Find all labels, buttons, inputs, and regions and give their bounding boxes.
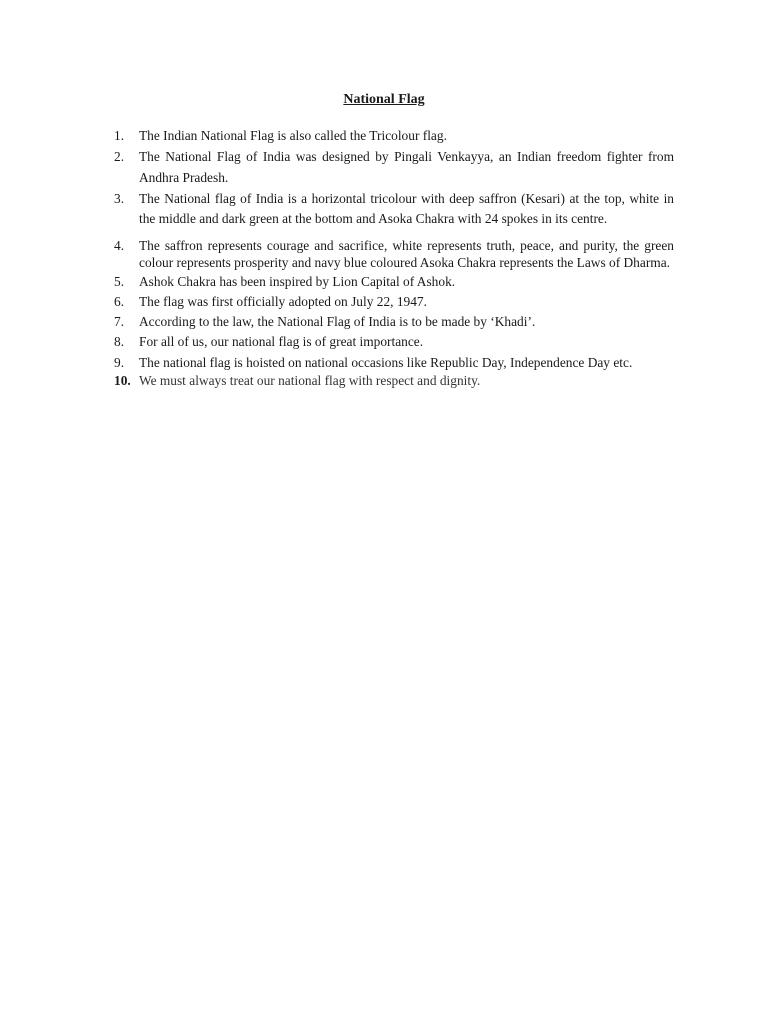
list-item-number: 1. [114, 128, 125, 143]
list-item-number: 5. [114, 274, 125, 289]
list-item-number: 9. [114, 354, 125, 370]
list-item [114, 372, 674, 389]
list-item-text: Ashok Chakra has been inspired by Lion Capital of Ashok. [139, 274, 456, 289]
list-item-text: The flag was first officially adopted on July 22, 1947. [139, 293, 427, 309]
list-item-text: The saffron represents courage and sacrifice, white represents truth, peace, and purity, the green colour represents prosperity and navy blue coloured Asoka Chakra represents the Laws of Dharma. [139, 237, 674, 270]
list-item-text: The Indian National Flag is also called the Tricolour flag. [139, 128, 447, 143]
list-item-number: 4. [114, 237, 125, 253]
list-item-number: 2. [114, 149, 125, 164]
page-title: National Flag [343, 92, 425, 107]
numbered-list [114, 126, 674, 389]
list-item [114, 333, 674, 350]
list-item [114, 353, 674, 372]
list-item [114, 189, 674, 230]
list-item [114, 313, 674, 330]
list-item-number: 3. [114, 190, 125, 206]
list-item [114, 273, 674, 290]
list-item-number: 8. [114, 333, 125, 349]
list-item [114, 293, 674, 310]
list-item [114, 126, 674, 147]
list-item-text: For all of us, our national flag is of great importance. [139, 333, 424, 349]
list-item-text: The National flag of India is a horizontal tricolour with deep saffron (Kesari) at the top, white in the middle and dark green at the bottom and Asoka Chakra with 24 spokes in its centre. [139, 190, 674, 226]
list-item-number: 10. [114, 372, 131, 388]
list-item-text: According to the law, the National Flag of India is to be made by ‘Khadi’. [139, 313, 536, 329]
list-item-text: The National Flag of India was designed by Pingali Venkayya, an Indian freedom fighter from Andhra Pradesh. [139, 149, 674, 185]
list-item-number: 6. [114, 293, 125, 309]
list-item [114, 237, 674, 271]
list-item-text: We must always treat our national flag with respect and dignity. [139, 372, 481, 388]
list-item [114, 147, 674, 188]
list-item-number: 7. [114, 313, 125, 329]
list-item-text: The national flag is hoisted on national occasions like Republic Day, Independence Day etc. [139, 354, 633, 370]
